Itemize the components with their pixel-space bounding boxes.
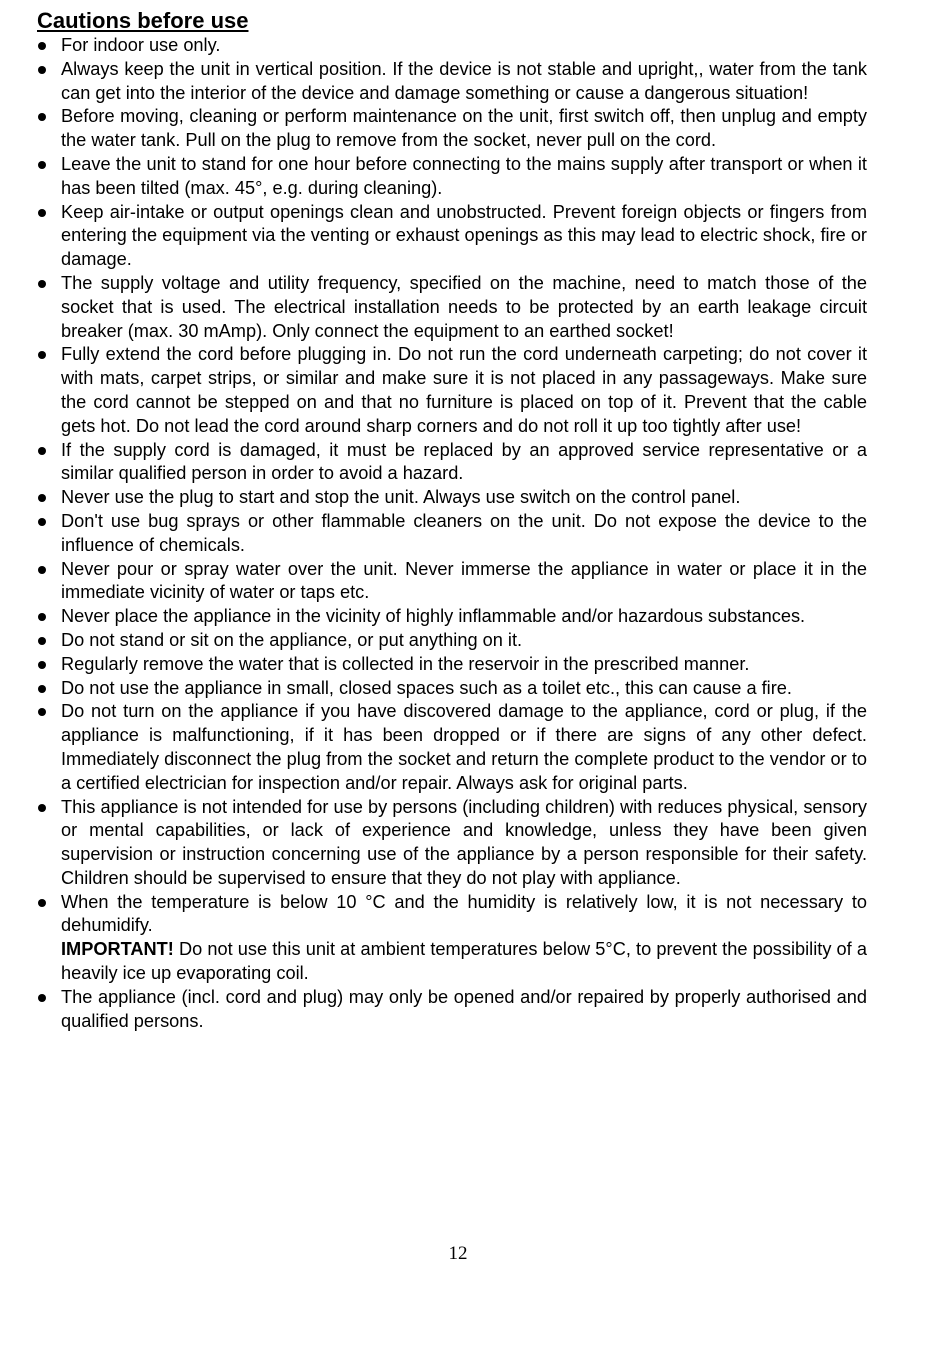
caution-item — [0, 605, 867, 629]
caution-text: Keep air-intake or output openings clean and unobstructed. Prevent foreign objects or fingers from entering the equipment via the venting or exhaust openings as this may lead to electric shock, fire or damage. — [61, 201, 867, 270]
bullet-icon — [38, 566, 46, 574]
bullet-icon — [38, 447, 46, 455]
bullet-icon — [38, 42, 46, 50]
caution-text: Do not use the appliance in small, closed spaces such as a toilet etc., this can cause a fire. — [61, 677, 792, 698]
caution-text: Do not stand or sit on the appliance, or put anything on it. — [61, 629, 523, 650]
caution-item — [0, 653, 867, 677]
bullet-icon — [38, 209, 46, 217]
bullet-icon — [38, 351, 46, 359]
bullet-icon — [38, 708, 46, 716]
caution-item — [0, 700, 867, 795]
caution-text: Leave the unit to stand for one hour before connecting to the mains supply after transport or when it has been tilted (max. 45°, e.g. during cleaning). — [61, 153, 867, 198]
caution-text: Always keep the unit in vertical position. If the device is not stable and upright,, water from the tank can get into the interior of the device and damage something or cause a dangerous situation! — [61, 58, 867, 103]
important-note — [61, 938, 867, 986]
caution-item — [0, 201, 867, 272]
bullet-icon — [38, 994, 46, 1002]
bullet-icon — [38, 661, 46, 669]
caution-item — [0, 986, 867, 1034]
caution-list — [0, 34, 950, 1033]
important-text: Do not use this unit at ambient temperatures below 5°C, to prevent the possibility of a heavily ice up evaporating coil. — [61, 939, 867, 984]
caution-item — [0, 343, 867, 438]
caution-text: Fully extend the cord before plugging in. Do not run the cord underneath carpeting; do not cover it with mats, carpet strips, or similar and make sure it is not placed in any passageways. Make sure the cord cannot be stepped on and that no furniture is placed on top of it. Prevent that the cable gets hot. Do not lead the cord around sharp corners and do not roll it up too tightly after use! — [61, 344, 867, 436]
page-number: 12 — [448, 1243, 468, 1264]
caution-text: Don't use bug sprays or other flammable cleaners on the unit. Do not expose the device to the influence of chemicals. — [61, 510, 867, 555]
caution-text: Do not turn on the appliance if you have discovered damage to the appliance, cord or plug, if the appliance is malfunctioning, if it has been dropped or if there are signs of any other defect. Immediately disconnect the plug from the socket and return the complete product to the vendor or to a certified electrician for inspection and/or repair. Always ask for original parts. — [61, 701, 867, 793]
caution-item — [0, 153, 867, 201]
caution-text: Never place the appliance in the vicinity of highly inflammable and/or hazardous substances. — [61, 606, 806, 627]
caution-item — [0, 677, 867, 701]
caution-item — [0, 558, 867, 606]
caution-text: Before moving, cleaning or perform maintenance on the unit, first switch off, then unplug and empty the water tank. Pull on the plug to remove from the socket, never pull on the cord. — [61, 106, 867, 151]
caution-item — [0, 272, 867, 343]
caution-item — [0, 486, 867, 510]
caution-item — [0, 891, 867, 986]
caution-text: If the supply cord is damaged, it must be replaced by an approved service representative or a similar qualified person in order to avoid a hazard. — [61, 439, 867, 484]
caution-item — [0, 58, 867, 106]
page-title: Cautions before use — [37, 8, 249, 33]
bullet-icon — [38, 637, 46, 645]
bullet-icon — [38, 161, 46, 169]
caution-item — [0, 34, 867, 58]
bullet-icon — [38, 518, 46, 526]
caution-item — [0, 439, 867, 487]
caution-text: This appliance is not intended for use by persons (including children) with reduces physical, sensory or mental capabilities, or lack of experience and knowledge, unless they have been given supervision or instruction concerning use of the appliance by a person responsible for their safety. Children should be supervised to ensure that they do not play with appliance. — [61, 796, 867, 888]
caution-item — [0, 629, 867, 653]
bullet-icon — [38, 685, 46, 693]
caution-item — [0, 105, 867, 153]
bullet-icon — [38, 899, 46, 907]
caution-text: The appliance (incl. cord and plug) may only be opened and/or repaired by properly authorised and qualified persons. — [61, 986, 867, 1031]
caution-text: Never pour or spray water over the unit. Never immerse the appliance in water or place it in the immediate vicinity of water or taps etc. — [61, 558, 867, 603]
caution-text: For indoor use only. — [61, 35, 221, 55]
caution-text: The supply voltage and utility frequency, specified on the machine, need to match those of the socket that is used. The electrical installation needs to be protected by an earth leakage circuit breaker (max. 30 mAmp). Only connect the equipment to an earthed socket! — [61, 272, 867, 341]
bullet-icon — [38, 66, 46, 74]
bullet-icon — [38, 804, 46, 812]
caution-item — [0, 796, 867, 891]
caution-text: Never use the plug to start and stop the unit. Always use switch on the control panel. — [61, 487, 741, 508]
caution-text: When the temperature is below 10 °C and the humidity is relatively low, it is not necessary to dehumidify. — [61, 891, 867, 936]
caution-text: Regularly remove the water that is collected in the reservoir in the prescribed manner. — [61, 653, 750, 674]
bullet-icon — [38, 613, 46, 621]
bullet-icon — [38, 280, 46, 288]
caution-item — [0, 510, 867, 558]
bullet-icon — [38, 494, 46, 502]
bullet-icon — [38, 113, 46, 121]
important-label: IMPORTANT! — [61, 939, 174, 960]
